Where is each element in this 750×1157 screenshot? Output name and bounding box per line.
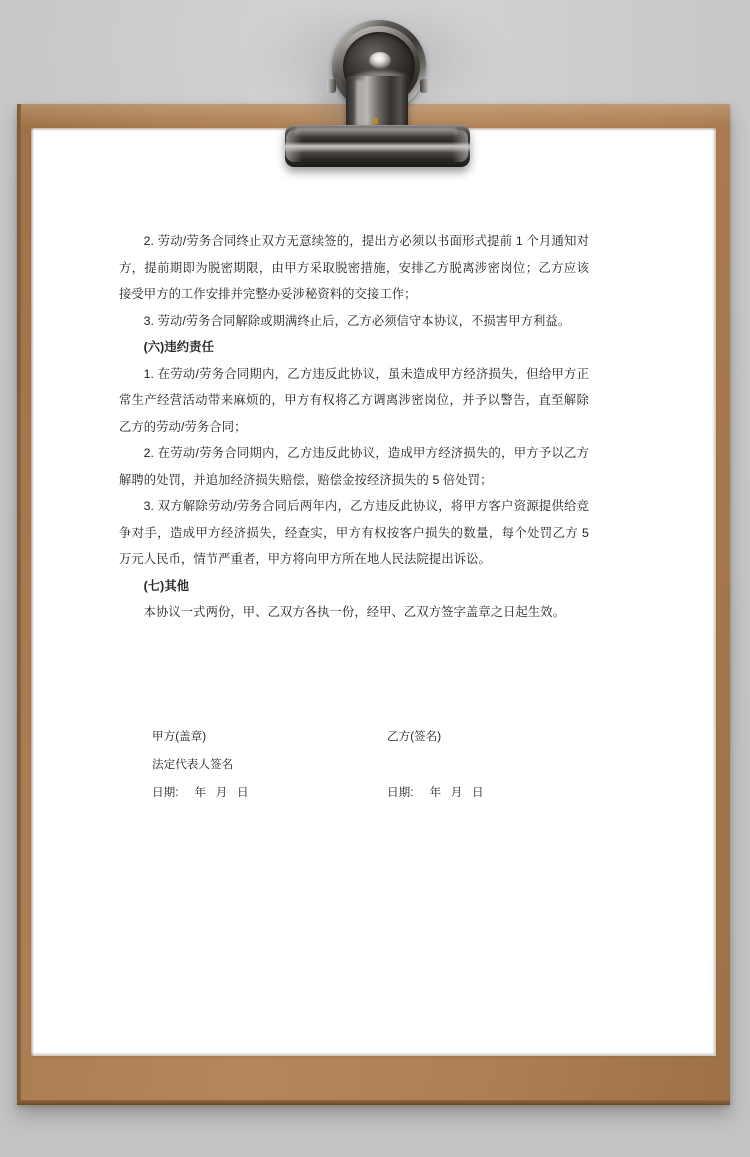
party-b-date-line: 日期: 年 月 日 [387, 786, 484, 799]
clip-center-hole-icon [369, 52, 391, 69]
clip-left-pivot-pin-icon [327, 79, 336, 93]
party-b-label: 乙方(签名) [387, 730, 442, 743]
section-heading-six: (六)违约责任 [143, 340, 214, 354]
paragraph-clause-6-1: 1. 在劳动/劳务合同期内，乙方违反此协议，虽未造成甲方经济损失，但给甲方正常生产经营活动带来麻烦的，甲方有权将乙方调离涉密岗位，并予以警告，直至解除乙方的劳动/劳务合同； [119, 366, 589, 434]
clip-bar-left-cap [286, 130, 302, 162]
paragraph-clause-6-2: 2. 在劳动/劳务合同期内，乙方违反此协议，造成甲方经济损失的，甲方予以乙方解聘的处罚，并追加经济损失赔偿，赔偿金按经济损失的 5 倍处罚； [119, 446, 589, 487]
signature-row-parties [119, 723, 589, 751]
signature-block [119, 723, 589, 807]
paragraph-clause-5-3: 3. 劳动/劳务合同解除或期满终止后，乙方必须信守本协议，不损害甲方利益。 [143, 313, 571, 328]
signature-row-dates [119, 779, 589, 807]
clipboard-clip[interactable] [280, 18, 475, 173]
clip-bar-screw-icon [373, 118, 378, 124]
document-body [119, 228, 589, 626]
paragraph-clause-6-3: 3. 双方解除劳动/劳务合同后两年内，乙方违反此协议，将甲方客户资源提供给竞争对手，造成甲方经济损失，经查实，甲方有权按客户损失的数量，每个处罚乙方 5 万元人民币，情节严重者，甲方将向甲方所在地人民法院提出诉讼。 [119, 499, 589, 566]
legal-representative-label: 法定代表人签名 [152, 758, 234, 771]
signature-row-legal-rep [119, 751, 589, 779]
party-a-date-line: 日期: 年 月 日 [152, 786, 249, 799]
clip-right-pivot-pin-icon [420, 79, 429, 93]
legal-representative-spacer [369, 751, 589, 779]
paragraph-clause-5-2: 2. 劳动/劳务合同终止双方无意续签的，提出方必须以书面形式提前 1 个月通知对方，提前期即为脱密期限，由甲方采取脱密措施，安排乙方脱离涉密岗位；乙方应该接受甲方的工作安排并完整办妥涉秘资料的交接工作； [119, 234, 589, 301]
party-a-label: 甲方(盖章) [152, 730, 207, 743]
board-bottom-edge [17, 1100, 730, 1105]
paragraph-clause-7-1: 本协议一式两份，甲、乙双方各执一份，经甲、乙双方签字盖章之日起生效。 [143, 605, 566, 619]
board-left-edge [17, 104, 21, 1105]
clip-bar-highlight [294, 128, 458, 137]
clip-bar-right-cap [452, 130, 468, 162]
section-heading-seven: (七)其他 [143, 578, 190, 593]
paper-left-shadow [31, 128, 34, 1056]
